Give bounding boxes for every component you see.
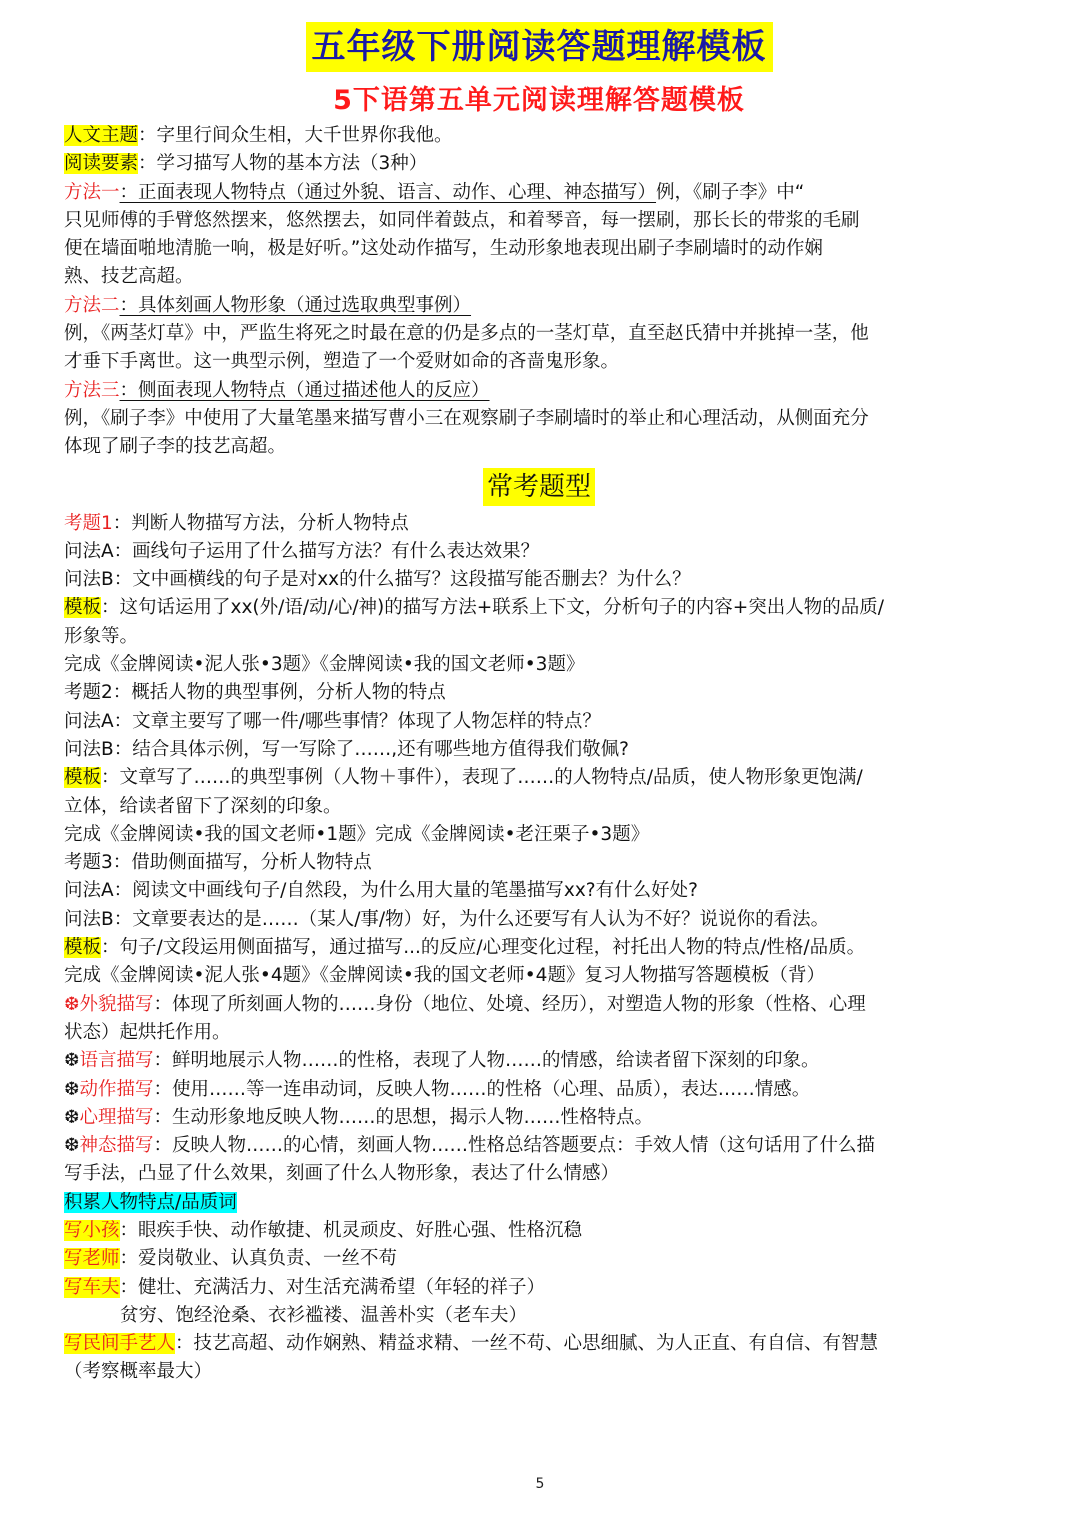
q3-done: 完成《金牌阅读•泥人张•4题》《金牌阅读•我的国文老师•4题》复习人物描写答题模板（背） <box>64 965 825 987</box>
q3-template <box>64 934 1014 962</box>
q3-ask-a: 问法A：阅读文中画线句子/自然段，为什么用大量的笔墨描写xx?有什么好处? <box>64 880 698 902</box>
q2-done: 完成《金牌阅读•我的国文老师•1题》完成《金牌阅读•老汪栗子•3题》 <box>64 823 650 845</box>
kid-text: ：眼疾手快、动作敏捷、机灵顽皮、好胜心强、性格沉稳 <box>119 1219 583 1241</box>
action-line <box>64 1076 1014 1104</box>
driver-line <box>64 1274 1014 1302</box>
language-text: ：鲜明地展示人物……的性格，表现了人物……的情感，给读者留下深刻的印象。 <box>153 1050 820 1072</box>
expression-text: ：反映人物……的心情，刻画人物……性格总结答题要点：手效人情（这句话用了什么描 <box>153 1135 876 1157</box>
page-title: 五年级下册阅读答题理解模板 <box>306 22 773 72</box>
q1-template-text: ：这句话运用了xx(外/语/动/心/神)的描写方法+联系上下文，分析句子的内容+突出人物的品质/ <box>101 597 885 619</box>
snowflake-icon: ❆ <box>64 1135 80 1157</box>
method2-heading <box>64 292 1014 320</box>
method3-heading-text: ：侧面表现人物特点（通过描述他人的反应） <box>119 379 490 401</box>
element-label: 阅读要素 <box>64 153 139 175</box>
q2-template-label: 模板 <box>64 767 102 789</box>
expression-line-2: 写手法，凸显了什么效果，刻画了什么人物形象，表达了什么情感） <box>64 1163 620 1185</box>
q2-title: 考题2：概括人物的典型事例，分析人物的特点 <box>64 682 446 704</box>
accum-title-line <box>64 1189 1014 1217</box>
q1-label: 考题1 <box>64 512 113 534</box>
method2-label: 方法二 <box>64 294 120 316</box>
teacher-text: ：爱岗敬业、认真负责、一丝不苟 <box>119 1248 398 1270</box>
q3-template-label: 模板 <box>64 937 102 959</box>
mind-text: ：生动形象地反映人物……的思想，揭示人物……性格特点。 <box>153 1106 654 1128</box>
snowflake-icon: ❆ <box>64 1050 80 1072</box>
q3-title: 考题3：借助侧面描写，分析人物特点 <box>64 852 372 874</box>
action-label: 动作描写 <box>79 1078 154 1100</box>
teacher-line <box>64 1245 1014 1273</box>
page-number: 5 <box>535 1476 545 1492</box>
document-page <box>64 22 1014 1387</box>
expression-line <box>64 1132 1014 1160</box>
method1-label: 方法一 <box>64 181 120 203</box>
method3-label: 方法三 <box>64 379 120 401</box>
q2-ask-b: 问法B：结合具体示例，写一写除了……,还有哪些地方值得我们敬佩? <box>64 738 629 760</box>
element-text: ：学习描写人物的基本方法（3种） <box>138 153 428 175</box>
method1-line-3: 熟、技艺高超。 <box>64 266 194 288</box>
method1-heading-text: ：正面表现人物特点（通过外貌、语言、动作、心理、神态描写） <box>119 181 657 203</box>
q1-title <box>64 510 1014 538</box>
q1-text: ：判断人物描写方法，分析人物特点 <box>112 512 409 534</box>
q1-done: 完成《金牌阅读•泥人张•3题》《金牌阅读•我的国文老师•3题》 <box>64 654 585 676</box>
method1-line-1: 只见师傅的手臂悠然摆来，悠然摆去，如同伴着鼓点，和着琴音，每一摆刷，那长长的带浆的毛刷 <box>64 209 860 231</box>
q2-template-text: ：文章写了……的典型事例（人物＋事件），表现了……的人物特点/品质，使人物形象更饱满/ <box>101 767 863 789</box>
kid-line <box>64 1217 1014 1245</box>
q3-ask-b: 问法B：文章要表达的是……（某人/事/物）好，为什么还要写有人认为不好？说说你的看法。 <box>64 908 830 930</box>
mind-line <box>64 1104 1014 1132</box>
theme-label: 人文主题 <box>64 125 139 146</box>
q3-template-text: ：句子/文段运用侧面描写，通过描写...的反应/心理变化过程，衬托出人物的特点/性格/品质。 <box>101 937 866 959</box>
action-text: ：使用……等一连串动词，反映人物……的性格（心理、品质），表达……情感。 <box>153 1078 811 1100</box>
page-subtitle: 5下语第五单元阅读理解答题模板 <box>333 85 745 116</box>
q2-template-line-2: 立体，给读者留下了深刻的印象。 <box>64 795 342 817</box>
teacher-label: 写老师 <box>64 1248 120 1270</box>
method3-heading <box>64 377 1014 405</box>
q1-template-label: 模板 <box>64 597 102 619</box>
method3-line-2: 体现了刷子李的技艺高超。 <box>64 436 287 458</box>
driver-label: 写车夫 <box>64 1276 120 1298</box>
method1-heading <box>64 179 1014 207</box>
driver-text: ：健壮、充满活力、对生活充满希望（年轻的祥子） <box>119 1276 546 1298</box>
snowflake-icon: ❆ <box>64 1078 80 1100</box>
q1-ask-a: 问法A：画线句子运用了什么描写方法？有什么表达效果？ <box>64 540 540 562</box>
appearance-text: ：体现了所刻画人物的……身份（地位、处境、经历），对塑造人物的形象（性格、心理 <box>153 993 866 1015</box>
theme-text: ：字里行间众生相，大千世界你我他。 <box>138 125 453 146</box>
element-line <box>64 150 1014 178</box>
artisan-line <box>64 1330 1014 1358</box>
q2-ask-a: 问法A：文章主要写了哪一件/哪些事情？体现了人物怎样的特点？ <box>64 710 601 732</box>
appearance-line <box>64 991 1014 1019</box>
method2-line-1: 例，《两茎灯草》中，严监生将死之时最在意的仍是多点的一茎灯草，直至赵氏猜中并挑掉一茎，他 <box>64 323 869 345</box>
language-line <box>64 1047 1014 1075</box>
method2-line-2: 才垂下手离世。这一典型示例，塑造了一个爱财如命的吝啬鬼形象。 <box>64 351 620 373</box>
appearance-label: 外貌描写 <box>79 993 154 1015</box>
kid-label: 写小孩 <box>64 1219 120 1241</box>
section-title: 常考题型 <box>483 468 595 506</box>
accum-title: 积累人物特点/品质词 <box>64 1191 237 1213</box>
q1-template-line-2: 形象等。 <box>64 625 139 647</box>
theme-line <box>64 122 1014 150</box>
method2-heading-text: ：具体刻画人物形象（通过选取典型事例） <box>119 294 472 316</box>
snowflake-icon: ❆ <box>64 1106 80 1128</box>
driver-line-2: 贫穷、饱经沧桑、衣衫褴褛、温善朴实（老车夫） <box>120 1304 528 1326</box>
appearance-line-2: 状态）起烘托作用。 <box>64 1021 231 1043</box>
method3-line-1: 例，《刷子李》中使用了大量笔墨来描写曹小三在观察刷子李刷墙时的举止和心理活动，从侧面充分 <box>64 407 869 429</box>
artisan-label: 写民间手艺人 <box>64 1333 176 1355</box>
snowflake-icon: ❆ <box>64 993 80 1015</box>
mind-label: 心理描写 <box>79 1106 154 1128</box>
q1-template <box>64 594 1014 622</box>
artisan-line-2: （考察概率最大） <box>64 1361 213 1383</box>
method1-line-2: 便在墙面啪地清脆一响，极是好听。”这处动作描写，生动形象地表现出刷子李刷墙时的动作娴 <box>64 238 823 260</box>
method1-tail: 例，《刷子李》中“ <box>656 181 805 203</box>
language-label: 语言描写 <box>79 1050 154 1072</box>
q1-ask-b: 问法B：文中画横线的句子是对xx的什么描写？这段描写能否删去？为什么？ <box>64 569 691 591</box>
q2-template <box>64 764 1014 792</box>
artisan-text: ：技艺高超、动作娴熟、精益求精、一丝不苟、心思细腻、为人正直、有自信、有智慧 <box>175 1333 879 1355</box>
expression-label: 神态描写 <box>79 1135 154 1157</box>
